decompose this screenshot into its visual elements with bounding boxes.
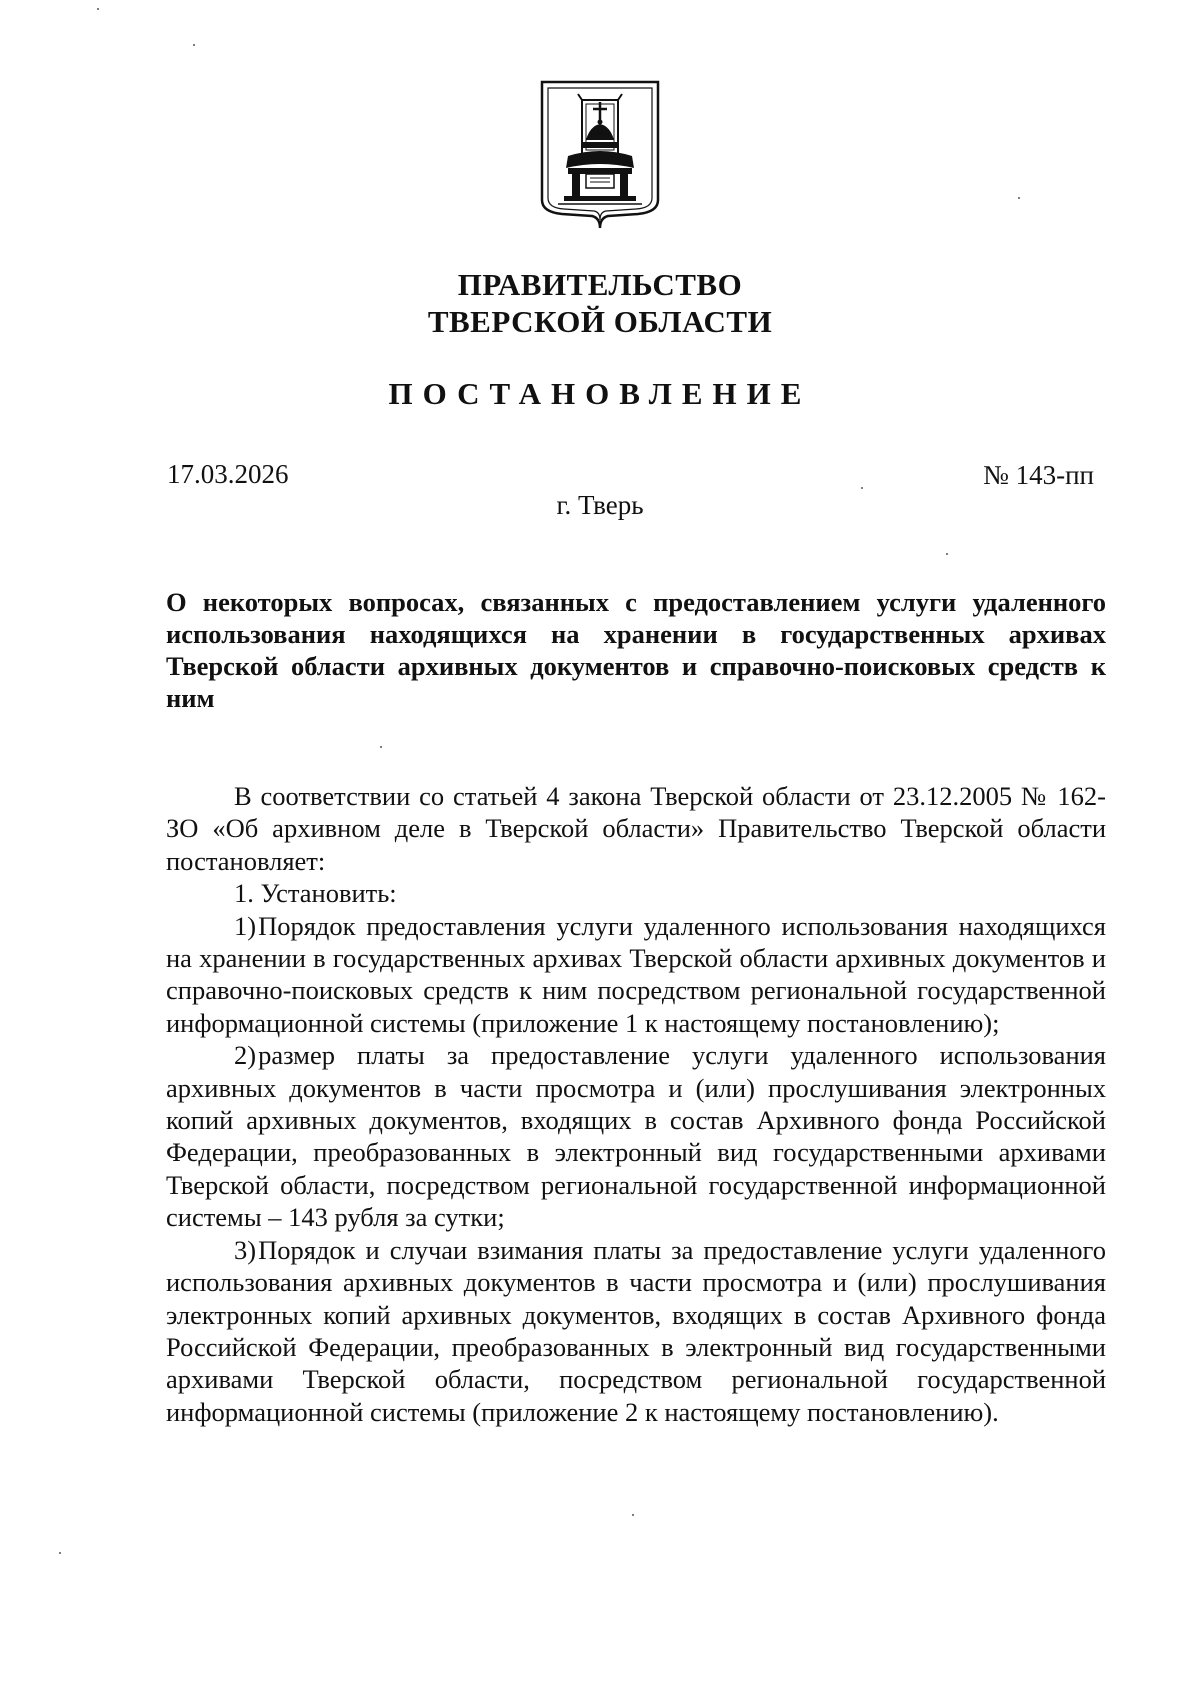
scan-speck	[946, 553, 948, 555]
document-type-title: ПОСТАНОВЛЕНИЕ	[388, 376, 812, 411]
scan-speck	[380, 746, 382, 748]
government-name-line2: ТВЕРСКОЙ ОБЛАСТИ	[427, 304, 773, 339]
item-text: размер платы за предоставление услуги удаленного использования архивных документов в части просмотра и (или) прослушивания электронных копий архивных документов, входящих в состав Архивного фонда Российской Федерации, преобразованных в электронный вид государственными архивами Тверской области, посредством региональной государственной информационной системы – 143 рубля за сутки;	[166, 1040, 1106, 1233]
item-number: 3)	[234, 1234, 257, 1265]
document-number: № 143-пп	[983, 460, 1094, 490]
list-item	[166, 1039, 1106, 1233]
preamble-paragraph: В соответствии со статьей 4 закона Тверской области от 23.12.2005 № 162-ЗО «Об архивном деле в Тверской области» Правительство Тверской области постановляет:	[166, 781, 1106, 876]
scan-speck	[861, 487, 863, 489]
list-item	[166, 1234, 1106, 1428]
item-text: Порядок и случаи взимания платы за предоставление услуги удаленного использования архивных документов в части просмотра и (или) прослушивания электронных копий архивных документов, входящих в состав Архивного фонда Российской Федерации, преобразованных в электронный вид государственными архивами Тверской области, посредством региональной государственной информационной системы (приложение 2 к настоящему постановлению).	[166, 1234, 1106, 1427]
item-text: Порядок предоставления услуги удаленного использования находящихся на хранении в государственных архивах Тверской области архивных документов и справочно-поисковых средств к ним посредством региональной государственной информационной системы (приложение 1 к настоящему постановлению);	[166, 910, 1106, 1038]
list-item	[166, 910, 1106, 1040]
item-number: 2)	[234, 1040, 257, 1071]
item-number: 1)	[234, 910, 257, 941]
document-subject: О некоторых вопросах, связанных с предоставлением услуги удаленного использования находящихся на хранении в государственных архивах Тверской области архивных документов и справочно-поисковых средств к ним	[166, 587, 1106, 713]
document-body	[166, 780, 1106, 1428]
government-name-line1: ПРАВИТЕЛЬСТВО	[457, 267, 743, 302]
scan-speck	[1018, 197, 1020, 199]
scan-speck	[59, 1552, 61, 1554]
scan-speck	[632, 1514, 634, 1516]
scan-speck	[97, 8, 99, 10]
section-title: 1. Установить:	[234, 878, 397, 909]
scan-speck	[193, 44, 195, 46]
document-city: г. Тверь	[556, 490, 644, 520]
tver-coat-of-arms-icon	[538, 78, 662, 230]
document-date: 17.03.2026	[167, 459, 289, 489]
